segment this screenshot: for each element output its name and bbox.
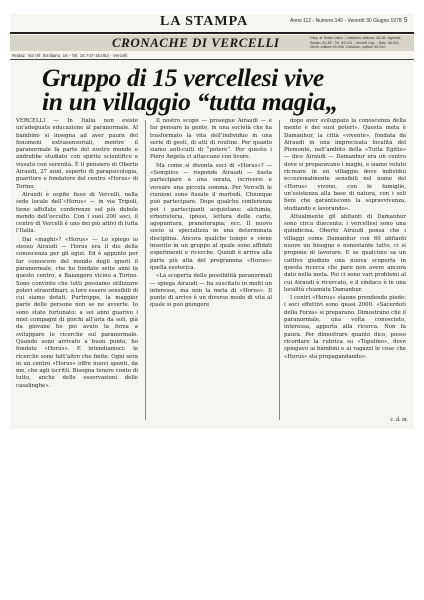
newspaper-name: LA STAMPA xyxy=(160,14,249,29)
column-divider xyxy=(145,120,146,420)
section-contacts: Cinq. al Teatro civico - Cattaneo, Alisone, 81-82. Agenzia, Sedan, 81-83 - Tel. 82/123 - Vercelli Cap. - Ediz. 46-501. Dirett. editore 40-996. Cattaneo, editore 40-510 xyxy=(310,36,402,50)
dateline: Anno 112 - Numero 140 - Venerdì 30 Giugno 1978 xyxy=(290,18,402,24)
paragraph: VERCELLI — In Italia non esiste un’adeguata educazione al paranormale. Al bambino si insegna ad aver paura dei fenomeni extrasensoriali, mentre il paranormale fa parte del nostro mondo e andrebbe studiato con spirito scientifico e vissuto con serenità. È il pensiero di Oberto Airaudi, 27 anni, esperto di parapsicologia, guaritore e fondatore del centro «Horus» di Torino. xyxy=(16,118,138,190)
article-byline: c. d. m. xyxy=(390,417,408,423)
section-title: CRONACHE DI VERCELLI xyxy=(112,35,280,50)
paragraph: I centri «Horus» stanno prendendo piede: i soci effettivi sono quasi 2000. «Sacerdoti della Forza» si preparano. Dimostrano che il paranormale, una volta conosciuto, interessa, apporta alla ricerca. Non fa paura. Per dimostrare quanto dico, posso ricordare la rubrica su «Topolino», dove spiegavo ai bambini e ai ragazzi le cose che «Horus» sta propagandando». xyxy=(284,295,406,360)
article-column-2 xyxy=(150,118,272,426)
headline-line-1: Gruppo di 15 vercellesi vive xyxy=(42,63,324,92)
article-headline xyxy=(42,63,402,116)
newspaper-clipping xyxy=(10,14,414,429)
paragraph: Il nostro scopo — prosegue Airaudi — è far pensare la gente, in una società che ha trasformato la vita dell’individuo in una serie di gesti, di atti di routine. Per quanto siamo anti-culti di “potere”. Per questo i Piero Angela ci attaccano con livore. xyxy=(150,118,272,161)
paragraph: Airaudi è ospite fisso di Vercelli, nella sede locale dell’«Horus» — in via Tripoli, tiene affollate conferenze sul più debole mondo dell’occulto. Con i suoi 200 soci, il centro di Vercelli è uno dei più attivi di tutta l’Italia. xyxy=(16,191,138,235)
article-body xyxy=(16,118,412,426)
paragraph: Ma come si diventa soci di «Horus»? — «Semplice — risponde Airaudi — basta partecipare a una serata, iscriversi e versare una piccola somma. Per Vercelli le riunioni sono fissate il martedì. Chiunque può partecipare. Dopo qualche conferenza poi i partecipanti acquistano: alchimia, erboristeria, ipnosi, lettura delle carte, agopuntura, pranoterapia; ecc. Il nuovo socio si specializza in una determinata disciplina. Ancora qualche tempo e viene inserito in un gruppo al quale sono affidati esperimenti e ricerche. Quindi è arriva alla parte più alta del programma «Horus»: quella esoterica. xyxy=(150,162,272,271)
column-divider xyxy=(279,120,280,420)
paragraph: «La scoperta delle possibilità paranormali — spiega Airaudi — ha suscitato in molti un interesse, ma non la meta di «Horus». Il punto di arrivo è un diverso modo di vita al quale si può giungere xyxy=(150,273,272,309)
section-rule xyxy=(10,59,414,60)
masthead xyxy=(10,14,414,34)
masthead-rule xyxy=(10,32,414,34)
paragraph: dopo aver sviluppato la conoscenza della mente e dei suoi poteri». Questa meta è Damanhur, la città «vivente», fondata da Airaudi in una imprecisata località del Piemonte, nell’ambito della «Tutta Egitto» — dice Airaudi — Damanhur era un centro dove si preparavano i maghi, e siamo voluto ricreare in un villaggio dove individui eccezionalmente sensibili nel nome del «Horus» vivono, con le famiglie, un’esistenza alla base di natura, con i soli beni che garantiscono la sopravvivenza, studiando e lavorando». xyxy=(284,118,406,212)
headline-line-2: in un villaggio “tutta magia„ xyxy=(42,87,338,116)
article-column-3 xyxy=(284,118,406,426)
paragraph: Attualmente gli abitanti di Damanhur sono circa duecento; i vercellesi sono una quindicina. Oberto Airaudi pensa che i villaggi come Damanhur con 60 abitanti nuove un bisogno e nonostante tutto, ci si propone di lavorare. E se qualcuno sa un cattivo giudizio una nuova scoperta in questa ricerca che pare non avere ancora dato nella meta. Poi ci sono vari problemi al cui Airaudi è ricercato, e il sindaco è in una località chiamata Damanhur. xyxy=(284,213,406,293)
section-address: Redaz. Via Vif. Emiliano, 16 - Tel. 16.747-16.063 - Vercelli xyxy=(12,53,128,58)
paragraph: Dai «maghi»? «Horus» — Lo spiego io stesso Airaudi — Horus era il dio della conoscenza per gli egizi. Ed è appunto per far conoscere del mondo degli ignoti il paranormale, che ho fondato sette anni fa questo centro, a Baiangero vicino a Torino. Sono convinto che tutti possiamo utilizzare poteri straordinari, a loro essere sensibili di cui siamo dotati. Purtroppo, la maggior parte delle persone non se ne avverte. Io sono stato fortunato: a sei anni guarivo i miei compagni di giochi all’aria da soli, già da giovane ho poi avuto la forza a sviluppare le ricerche sul paranormale. Quando sono arrivato a buon punto, ho fondato «Horus». E intendiamoci: le ricerche sono tutt’altro che finite. Ogni sera in un centro «Horus» offre nuovi spunti, da me, che agli iscritti. Bisogna tenere conto di tutto, anche delle osservazioni delle casalinghe». xyxy=(16,236,138,389)
page-number: 5 xyxy=(404,18,408,24)
article-column-1 xyxy=(16,118,138,426)
